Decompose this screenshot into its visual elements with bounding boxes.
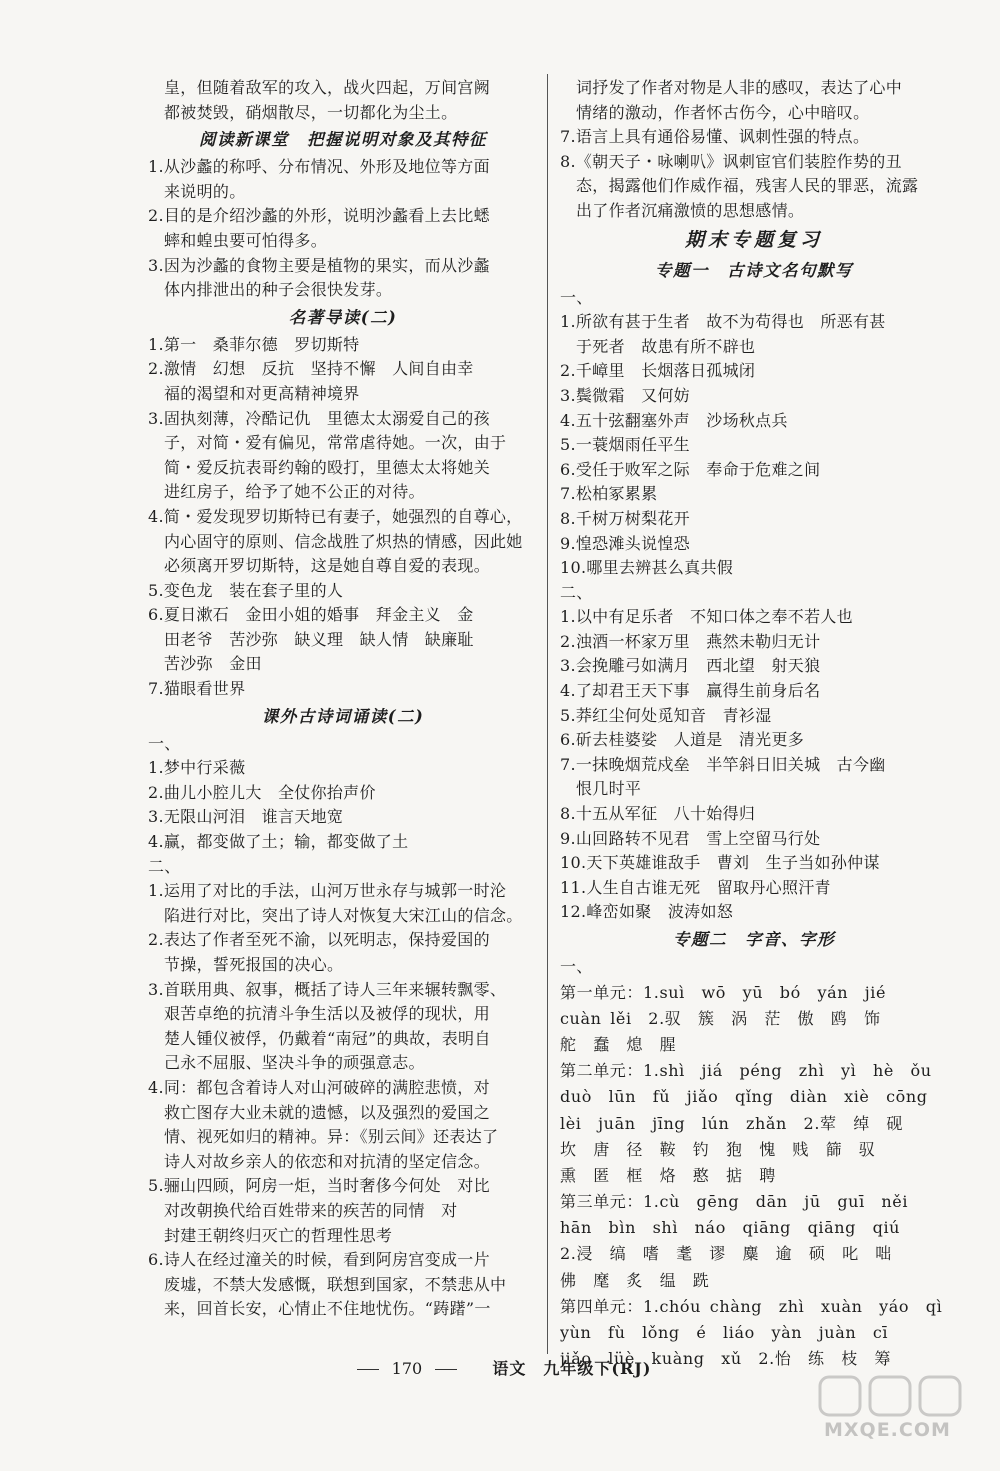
left-answer-line: 陷进行对比，突出了诗人对恢复大宋江山的信念。 bbox=[164, 905, 523, 925]
right-answer-line: 1.以中有足乐者 不知口体之奉不若人也 bbox=[560, 607, 853, 627]
left-answer-line: 必须离开罗切斯特，这是她自尊自爱的表现。 bbox=[164, 556, 491, 576]
left-answer-line: 二、 bbox=[148, 856, 181, 876]
right-answer-line: 情绪的激动，作者怀古伤今，心中暗叹。 bbox=[576, 102, 870, 122]
left-answer-line: 都被焚毁，硝烟散尽，一切都化为尘土。 bbox=[164, 102, 458, 122]
left-answer-line: 4.简・爱发现罗切斯特已有妻子，她强烈的自尊心， bbox=[148, 506, 523, 526]
left-answer-line: 废墟，不禁大发感慨，联想到国家，不禁悲从中 bbox=[164, 1274, 507, 1294]
right-answer-line: 4.了却君王天下事 赢得生前身后名 bbox=[560, 681, 821, 701]
left-answer-line: 2.目的是介绍沙蠡的外形，说明沙蠡看上去比蟋 bbox=[148, 206, 490, 226]
left-answer-line: 来说明的。 bbox=[164, 181, 246, 201]
left-column bbox=[148, 76, 538, 1322]
right-pinyin-line: cuàn lěi 2.驭 簇 涡 茫 傲 鸥 饰 bbox=[560, 1008, 881, 1028]
right-answer-line: 8.十五从军征 八十始得归 bbox=[560, 804, 756, 824]
left-answer-line: 2.表达了作者至死不渝，以死明志，保持爱国的 bbox=[148, 930, 490, 950]
left-answer-line: 4.同：都包含着诗人对山河破碎的满腔悲愤，对 bbox=[148, 1077, 490, 1097]
footer-dash-left bbox=[357, 1369, 379, 1370]
left-answer-line: 一、 bbox=[148, 733, 181, 753]
right-pinyin-line: 坎 唐 径 鞍 钓 狍 愧 贱 篩 驭 bbox=[560, 1139, 876, 1159]
left-answer-line: 4.赢，都变做了土；输，都变做了土 bbox=[148, 832, 409, 852]
left-answer-line: 7.猫眼看世界 bbox=[148, 679, 246, 699]
left-section-heading: 阅读新课堂 把握说明对象及其特征 bbox=[199, 130, 487, 150]
right-answer-line: 9.惶恐滩头说惶恐 bbox=[560, 533, 690, 553]
left-answer-line: 己永不屈服、坚决斗争的顽强意志。 bbox=[164, 1053, 425, 1073]
right-answer-line: 3.会挽雕弓如满月 西北望 射天狼 bbox=[560, 656, 821, 676]
right-answer-line: 8.《朝天子・咏喇叭》讽刺宦官们装腔作势的丑 bbox=[560, 151, 902, 171]
left-answer-line: 内心固守的原则、信念战胜了炽热的情感，因此她 bbox=[164, 531, 523, 551]
right-pinyin-line: 第二单元：1.shì jiá péng zhì yì hè ǒu bbox=[560, 1061, 932, 1081]
right-answer-line: 6.斫去桂婆娑 人道是 清光更多 bbox=[560, 730, 805, 750]
right-answer-line: 1.所欲有甚于生者 故不为苟得也 所恶有甚 bbox=[560, 312, 886, 332]
right-chapter-heading: 期末专题复习 bbox=[684, 228, 823, 251]
right-section-heading: 专题一 古诗文名句默写 bbox=[655, 260, 853, 280]
left-answer-line: 6.夏日漱石 金田小姐的婚事 拜金主义 金 bbox=[148, 605, 474, 625]
left-section-heading: 名著导读(二) bbox=[288, 307, 398, 327]
right-pinyin-line: jiǎo lüè kuàng xǔ 2.怡 练 枝 筹 bbox=[560, 1349, 892, 1369]
left-answer-line: 1.运用了对比的手法，山河万世永存与城郭一时沦 bbox=[148, 881, 507, 901]
right-answer-line: 词抒发了作者对物是人非的感叹，表达了心中 bbox=[576, 78, 903, 97]
left-answer-line: 对改朝换代给百姓带来的疾苦的同情 对 bbox=[164, 1200, 458, 1220]
left-answer-line: 3.无限山河泪 谁言天地宽 bbox=[148, 807, 344, 827]
column-divider bbox=[547, 74, 548, 1354]
left-answer-line: 楚人锺仪被俘，仍戴着“南冠”的典故，表明自 bbox=[164, 1028, 491, 1048]
watermark-text: MXQE.COM bbox=[824, 1419, 951, 1441]
right-answer-line: 12.峰峦如聚 波涛如怒 bbox=[560, 902, 734, 922]
left-answer-line: 3.固执刻薄，冷酷记仇 里德太太溺爱自己的孩 bbox=[148, 408, 490, 428]
right-pinyin-line: yùn fù lǒng é liáo yàn juàn cī bbox=[560, 1323, 889, 1343]
subject-label: 语文 九年级下(RJ) bbox=[492, 1359, 652, 1378]
right-answer-line: 一、 bbox=[560, 287, 593, 307]
left-answer-line: 救亡图存大业未就的遗憾，以及强烈的爱国之 bbox=[164, 1102, 491, 1122]
left-answer-line: 皇，但随着敌军的攻入，战火四起，万间宫阙 bbox=[164, 78, 491, 97]
watermark-logo bbox=[814, 1371, 972, 1441]
left-answer-line: 进红房子，给予了她不公正的对待。 bbox=[164, 482, 425, 502]
right-answer-line: 一、 bbox=[560, 957, 593, 976]
right-answer-line: 4.五十弦翻塞外声 沙场秋点兵 bbox=[560, 410, 788, 430]
right-pinyin-line: 第四单元：1.chóu chàng zhì xuàn yáo qì bbox=[560, 1296, 943, 1316]
right-answer-line: 5.莽红尘何处觅知音 青衫湿 bbox=[560, 705, 772, 725]
left-answer-line: 体内排泄出的种子会很快发芽。 bbox=[164, 280, 393, 300]
left-answer-line: 1.梦中行采薇 bbox=[148, 758, 246, 778]
left-answer-line: 节操，誓死报国的决心。 bbox=[164, 955, 344, 974]
page-number: 170 bbox=[391, 1359, 423, 1378]
left-answer-line: 蟀和蝗虫要可怕得多。 bbox=[164, 230, 328, 250]
watermark-icon bbox=[814, 1371, 972, 1421]
left-answer-line: 5.变色龙 装在套子里的人 bbox=[148, 580, 344, 600]
right-answer-line: 7.一抹晚烟荒戍垒 半竿斜日旧关城 古今幽 bbox=[560, 754, 886, 774]
right-pinyin-line: 熏 匿 框 烙 憨 掂 聘 bbox=[560, 1165, 776, 1185]
right-answer-line: 出了作者沉痛激愤的思想感情。 bbox=[576, 200, 805, 220]
left-answer-line: 艰苦卓绝的抗清斗争生活以及被俘的现状，用 bbox=[164, 1004, 491, 1024]
left-answer-line: 苦沙弥 金田 bbox=[164, 654, 262, 674]
left-answer-line: 福的渴望和对更高精神境界 bbox=[164, 383, 360, 403]
right-pinyin-line: 2.浸 缟 嗜 耄 谬 麋 逾 硕 叱 咄 bbox=[560, 1244, 892, 1264]
right-pinyin-line: 第三单元：1.cù gēng dān jū guī něi bbox=[560, 1192, 909, 1212]
right-pinyin-line: 舵 蠢 熄 腥 bbox=[560, 1034, 677, 1054]
left-answer-line: 封建王朝终归灭亡的哲理性思考 bbox=[164, 1225, 393, 1245]
left-answer-line: 3.首联用典、叙事，概括了诗人三年来辗转飘零、 bbox=[148, 979, 507, 999]
left-answer-line: 1.从沙蠡的称呼、分布情况、外形及地位等方面 bbox=[148, 157, 490, 177]
left-answer-line: 5.骊山四顾，阿房一炬，当时奢侈今何处 对比 bbox=[148, 1176, 490, 1196]
left-answer-line: 1.第一 桑菲尔德 罗切斯特 bbox=[148, 334, 360, 354]
left-answer-line: 简・爱反抗表哥约翰的殴打，里德太太将她关 bbox=[164, 457, 491, 477]
left-answer-line: 田老爷 苦沙弥 缺义理 缺人情 缺廉耻 bbox=[164, 629, 474, 649]
right-section-heading: 专题二 字音、字形 bbox=[673, 930, 835, 949]
left-section-heading: 课外古诗词诵读(二) bbox=[261, 706, 425, 726]
right-answer-line: 9.山回路转不见君 雪上空留马行处 bbox=[560, 828, 821, 848]
left-answer-line: 子，对简・爱有偏见，常常虐待她。一次，由于 bbox=[164, 433, 507, 453]
right-column bbox=[560, 76, 948, 1372]
right-answer-line: 态，揭露他们作威作福，残害人民的罪恶，流露 bbox=[576, 176, 919, 196]
right-answer-line: 二、 bbox=[560, 582, 593, 602]
left-answer-line: 2.激情 幻想 反抗 坚持不懈 人间自由幸 bbox=[148, 359, 474, 379]
right-answer-line: 7.语言上具有通俗易懂、讽刺性强的特点。 bbox=[560, 127, 870, 147]
footer-dash-right bbox=[435, 1369, 457, 1370]
right-answer-line: 10.天下英雄谁敌手 曹刘 生子当如孙仲谋 bbox=[560, 853, 880, 873]
right-answer-line: 3.鬓微霜 又何妨 bbox=[560, 385, 690, 405]
left-answer-line: 6.诗人在经过潼关的时候，看到阿房宫变成一片 bbox=[148, 1250, 490, 1270]
right-answer-line: 10.哪里去辨甚么真共假 bbox=[560, 558, 734, 578]
right-answer-line: 2.浊酒一杯家万里 燕然未勒归无计 bbox=[560, 631, 821, 651]
left-answer-line: 诗人对故乡亲人的依恋和对抗清的坚定信念。 bbox=[164, 1151, 491, 1171]
left-answer-line: 情、视死如归的精神。异：《别云间》还表达了 bbox=[164, 1127, 499, 1147]
right-pinyin-line: 佛 麾 炙 缊 跣 bbox=[560, 1270, 710, 1290]
right-pinyin-line: hān bìn shì náo qiāng qiāng qiú bbox=[560, 1218, 901, 1238]
right-answer-line: 11.人生自古谁无死 留取丹心照汗青 bbox=[560, 877, 831, 897]
left-answer-line: 3.因为沙蠡的食物主要是植物的果实，而从沙蠡 bbox=[148, 255, 490, 275]
left-answer-line: 来，回首长安，心情止不住地忧伤。“踌躇”一 bbox=[164, 1299, 491, 1319]
right-answer-line: 5.一蓑烟雨任平生 bbox=[560, 435, 690, 455]
left-answer-line: 2.曲儿小腔儿大 全仗你抬声价 bbox=[148, 782, 376, 802]
right-answer-line: 8.千树万树梨花开 bbox=[560, 508, 690, 528]
right-pinyin-line: 第一单元：1.suì wō yū bó yán jié bbox=[560, 982, 887, 1002]
right-answer-line: 2.千嶂里 长烟落日孤城闭 bbox=[560, 361, 756, 381]
right-answer-line: 6.受任于败军之际 奉命于危难之间 bbox=[560, 459, 821, 479]
right-pinyin-line: lèi juān jīng lún zhǎn 2.荤 绰 砚 bbox=[560, 1113, 904, 1133]
right-answer-line: 恨几时平 bbox=[576, 779, 642, 799]
right-pinyin-line: duò lūn fǔ jiǎo qǐng diàn xiè cōng bbox=[560, 1087, 928, 1107]
right-answer-line: 7.松柏冢累累 bbox=[560, 484, 658, 504]
right-answer-line: 于死者 故患有所不辟也 bbox=[576, 336, 756, 356]
